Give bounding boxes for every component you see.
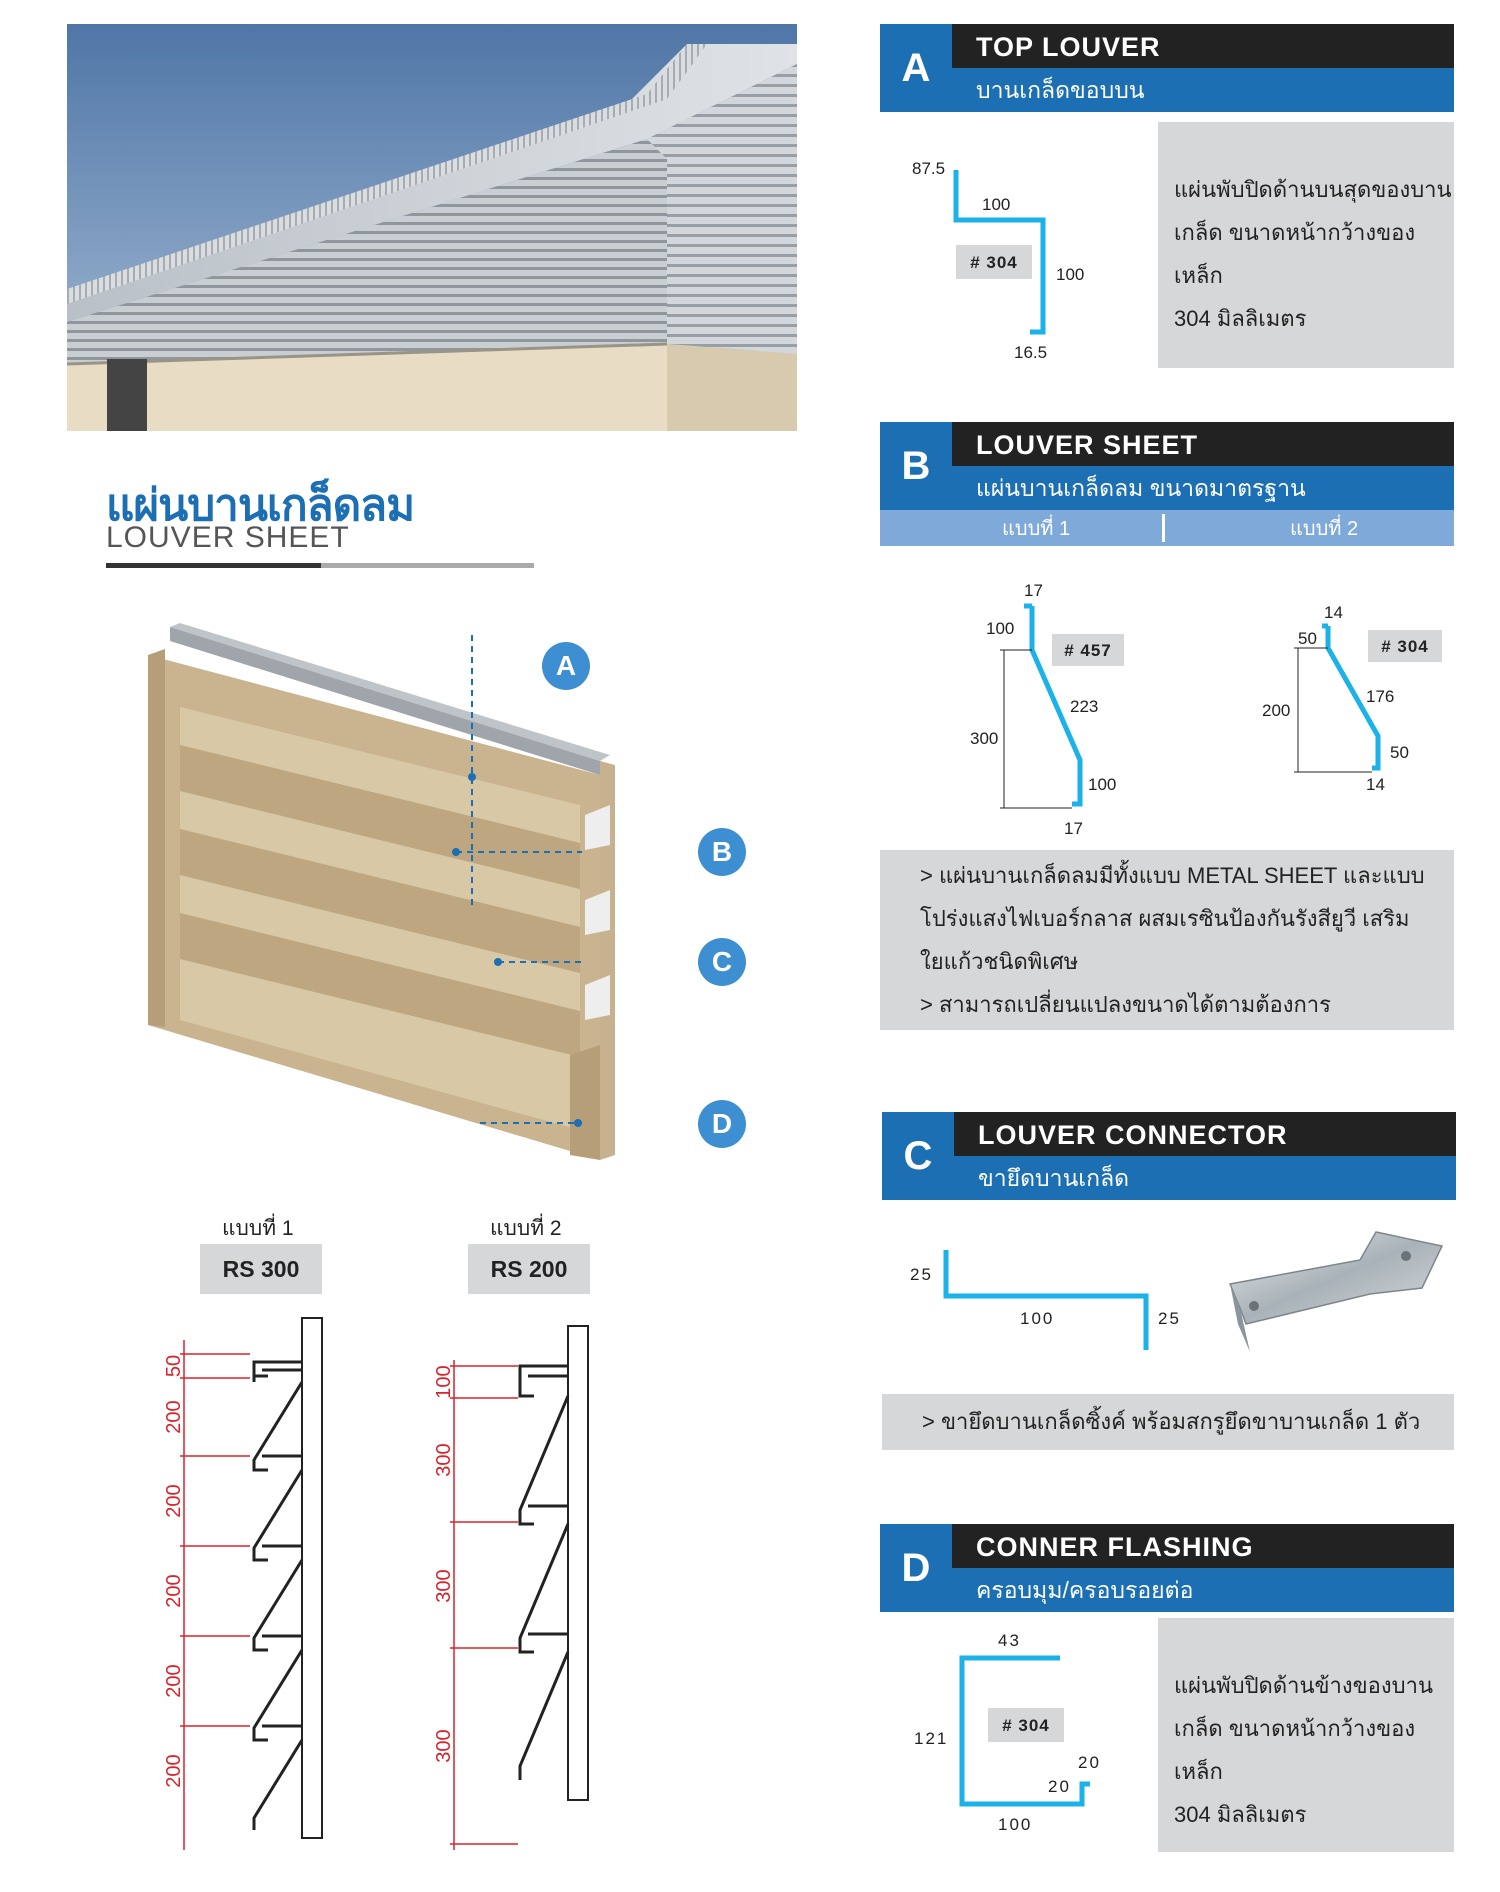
section-d-dim-lip: 20 [1048, 1777, 1071, 1796]
section-c-diagram [900, 1240, 1200, 1360]
section-c-note-box [882, 1394, 1454, 1450]
section-b-type1-height: 300 [970, 729, 999, 748]
section-c-header [882, 1112, 1456, 1200]
rs300-dim-5: 200 [163, 1754, 185, 1788]
section-b-type2-flange: 50 [1298, 629, 1317, 648]
section-b-type1-diagram [960, 572, 1140, 842]
rs300-label: RS 300 [200, 1244, 322, 1294]
section-b-note-2: โปร่งแสงไฟเบอร์กลาส ผสมเรซินป้องกันรังสียูวี เสริม [920, 906, 1410, 931]
section-b-header [880, 422, 1454, 510]
section-b-type1-flange: 100 [986, 619, 1015, 638]
section-d-desc-line-1: แผ่นพับปิดด้านข้างของบาน [1174, 1673, 1433, 1698]
section-b-title: LOUVER SHEET [976, 430, 1199, 460]
rs300-dim-2: 200 [163, 1484, 185, 1518]
section-a-diagram [880, 130, 1150, 370]
louver-panel-illustration [130, 615, 770, 1185]
section-a-dim-1: 87.5 [912, 159, 946, 178]
section-d-title: CONNER FLASHING [976, 1532, 1254, 1562]
section-b-type2-bottom-flange: 50 [1390, 743, 1409, 762]
section-a-dim-3: 100 [1056, 265, 1085, 284]
section-d-diagram [900, 1624, 1140, 1844]
rs200-dim-2: 300 [433, 1569, 455, 1603]
title-underline-dark [106, 563, 321, 568]
section-c-letter: C [903, 1134, 933, 1178]
rs300-dim-0: 50 [163, 1354, 185, 1378]
section-d-dim-return: 20 [1078, 1753, 1101, 1772]
rs300-dim-3: 200 [163, 1574, 185, 1608]
rs200-label: RS 200 [468, 1244, 590, 1294]
rs200-dim-0: 100 [433, 1365, 455, 1399]
section-a-subtitle: บานเกล็ดขอบบน [976, 77, 1145, 103]
section-c-note: > ขายึดบานเกล็ดซิ้งค์ พร้อมสกรูยึดขาบานเกล็ด 1 ตัว [922, 1409, 1421, 1434]
section-b-note-1: > แผ่นบานเกล็ดลมมีทั้งแบบ METAL SHEET และแบบ [920, 863, 1425, 888]
section-b-type2-diagram [1250, 596, 1450, 806]
section-b-type2-height: 200 [1262, 701, 1291, 720]
section-b-col2: แบบที่ 2 [1290, 518, 1359, 540]
section-c-subtitle: ขายึดบานเกล็ด [978, 1165, 1130, 1191]
section-d-desc-line-3: 304 มิลลิเมตร [1174, 1802, 1307, 1827]
page-title-english: LOUVER SHEET [106, 521, 350, 554]
section-d-dim-top: 43 [998, 1631, 1021, 1650]
section-a-header [880, 24, 1454, 112]
section-b-type1-bottom-flange: 100 [1088, 775, 1117, 794]
section-d-dim-height: 121 [914, 1729, 949, 1748]
section-b-type2-top: 14 [1324, 603, 1343, 622]
connector-bracket-image [1210, 1224, 1450, 1354]
section-a-tag: # 304 [970, 253, 1018, 272]
section-d-header [880, 1524, 1454, 1612]
section-b-note-3: ใยแก้วชนิดพิเศษ [920, 949, 1079, 974]
marker-d: D [698, 1100, 746, 1148]
section-b-col1: แบบที่ 1 [1002, 518, 1071, 540]
section-d-dim-bottom: 100 [998, 1815, 1033, 1834]
section-b-subtitle: แผ่นบานเกล็ดลม ขนาดมาตรฐาน [976, 475, 1306, 501]
section-d-letter: D [901, 1546, 931, 1590]
rs300-caption: แบบที่ 1 [222, 1217, 294, 1240]
rs300-dim-4: 200 [163, 1664, 185, 1698]
section-a-description-box [1158, 122, 1454, 368]
section-d-subtitle: ครอบมุม/ครอบรอยต่อ [976, 1577, 1194, 1603]
marker-b: B [698, 828, 746, 876]
section-b-note-4: > สามารถเปลี่ยนแปลงขนาดได้ตามต้องการ [920, 992, 1331, 1017]
section-d-description-box [1158, 1618, 1454, 1852]
rs300-dim-1: 200 [163, 1400, 185, 1434]
section-b-type1-top: 17 [1024, 581, 1043, 600]
marker-a: A [542, 642, 590, 690]
section-b-letter: B [901, 444, 931, 488]
section-c-dim-3: 25 [1158, 1309, 1181, 1328]
title-underline-light [321, 563, 534, 568]
section-a-dim-4: 16.5 [1014, 343, 1048, 362]
rs-section-diagrams [150, 1310, 600, 1870]
rs200-dim-1: 300 [433, 1443, 455, 1477]
section-b-type2-tag: # 304 [1381, 637, 1429, 656]
section-b-notes-box [880, 850, 1454, 1030]
rs200-dim-3: 300 [433, 1729, 455, 1763]
section-b-type1-tag: # 457 [1064, 641, 1112, 660]
building-photo [67, 24, 797, 431]
section-a-dim-2: 100 [982, 195, 1011, 214]
section-a-desc-line-3: 304 มิลลิเมตร [1174, 306, 1307, 331]
section-c-title: LOUVER CONNECTOR [978, 1120, 1288, 1150]
section-b-type2-bottom: 14 [1366, 775, 1385, 794]
section-a-title: TOP LOUVER [976, 32, 1161, 62]
section-a-letter: A [901, 46, 931, 90]
section-d-desc-line-2: เกล็ด ขนาดหน้ากว้างของเหล็ก [1174, 1716, 1416, 1784]
section-b-type2-slope: 176 [1366, 687, 1395, 706]
section-a-desc-line-1: แผ่นพับปิดด้านบนสุดของบาน [1174, 177, 1452, 202]
section-b-type1-bottom: 17 [1064, 819, 1083, 838]
section-b-column-header [880, 510, 1454, 546]
marker-c: C [698, 938, 746, 986]
page-title-thai: แผ่นบานเกล็ดลม [106, 481, 415, 530]
section-c-dim-2: 100 [1020, 1309, 1055, 1328]
section-a-desc-line-2: เกล็ด ขนาดหน้ากว้างของเหล็ก [1174, 220, 1416, 288]
section-c-dim-1: 25 [910, 1265, 933, 1284]
section-b-type1-slope: 223 [1070, 697, 1099, 716]
section-d-tag: # 304 [1002, 1716, 1050, 1735]
rs200-caption: แบบที่ 2 [490, 1217, 562, 1240]
